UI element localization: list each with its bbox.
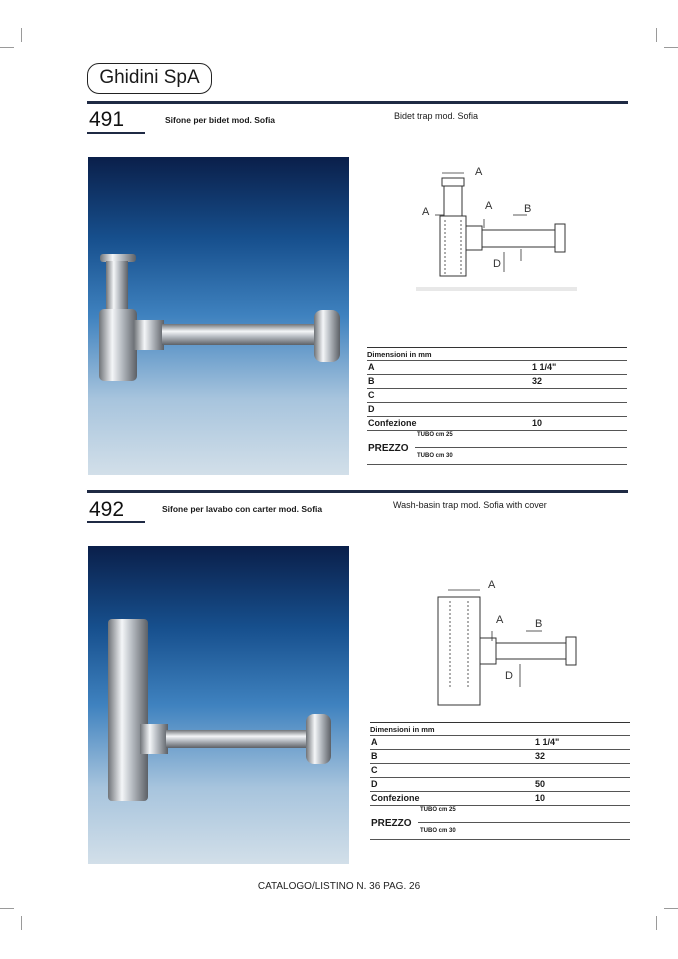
product-title-it: Sifone per lavabo con carter mod. Sofia <box>162 504 323 514</box>
product-code-underline <box>87 521 145 523</box>
diagram-label-a-mid: A <box>485 200 493 212</box>
price-option: TUBO cm 25 <box>420 807 456 813</box>
brand-logo: Ghidini SpA <box>87 63 212 94</box>
section-rule <box>87 490 628 493</box>
crop-mark <box>656 916 657 930</box>
table-header: Dimensioni in mm <box>370 722 630 736</box>
crop-mark <box>21 28 22 42</box>
price-label: PREZZO <box>368 443 409 454</box>
bidet-trap-illustration <box>88 157 349 475</box>
product-code: 491 <box>89 108 125 131</box>
table-row: D <box>367 403 627 417</box>
crop-mark <box>0 908 14 909</box>
product-title-en: Bidet trap mod. Sofia <box>394 111 479 121</box>
product-photo <box>88 157 349 475</box>
diagram-label-d: D <box>505 670 513 682</box>
price-option: TUBO cm 30 <box>417 453 453 459</box>
table-row: Confezione 10 <box>367 417 627 431</box>
diagram-label-d: D <box>493 258 501 270</box>
table-row: C <box>367 389 627 403</box>
diagram-label-b: B <box>524 203 532 215</box>
technical-diagram <box>415 160 578 302</box>
crop-mark <box>21 916 22 930</box>
price-row <box>367 431 627 465</box>
table-row: D 50 <box>370 778 630 792</box>
price-option: TUBO cm 25 <box>417 432 453 438</box>
table-row: C <box>370 764 630 778</box>
table-row: A 1 1/4" <box>367 361 627 375</box>
price-label: PREZZO <box>371 818 412 829</box>
table-header: Dimensioni in mm <box>367 347 627 361</box>
crop-mark <box>0 47 14 48</box>
dimensions-table <box>370 722 630 840</box>
table-row: Confezione 10 <box>370 792 630 806</box>
table-row: B 32 <box>370 750 630 764</box>
crop-mark <box>664 47 678 48</box>
price-option: TUBO cm 30 <box>420 828 456 834</box>
technical-diagram <box>430 575 580 710</box>
product-code: 492 <box>89 498 125 521</box>
product-code-underline <box>87 132 145 134</box>
table-row: A 1 1/4" <box>370 736 630 750</box>
page-footer: CATALOGO/LISTINO N. 36 PAG. 26 <box>257 881 421 892</box>
diagram-label-a-top: A <box>488 579 496 591</box>
diagram-label-a-mid: A <box>496 614 504 626</box>
crop-mark <box>656 28 657 42</box>
product-title-it: Sifone per bidet mod. Sofia <box>165 115 276 125</box>
crop-mark <box>664 908 678 909</box>
product-photo <box>88 546 349 864</box>
wash-basin-trap-illustration <box>88 546 349 864</box>
diagram-label-a-top: A <box>475 166 483 178</box>
product-title-en: Wash-basin trap mod. Sofia with cover <box>393 500 547 510</box>
table-row: B 32 <box>367 375 627 389</box>
dimensions-table <box>367 347 627 465</box>
section-rule <box>87 101 628 104</box>
diagram-label-b: B <box>535 618 543 630</box>
diagram-label-a-left: A <box>422 206 430 218</box>
price-row <box>370 806 630 840</box>
